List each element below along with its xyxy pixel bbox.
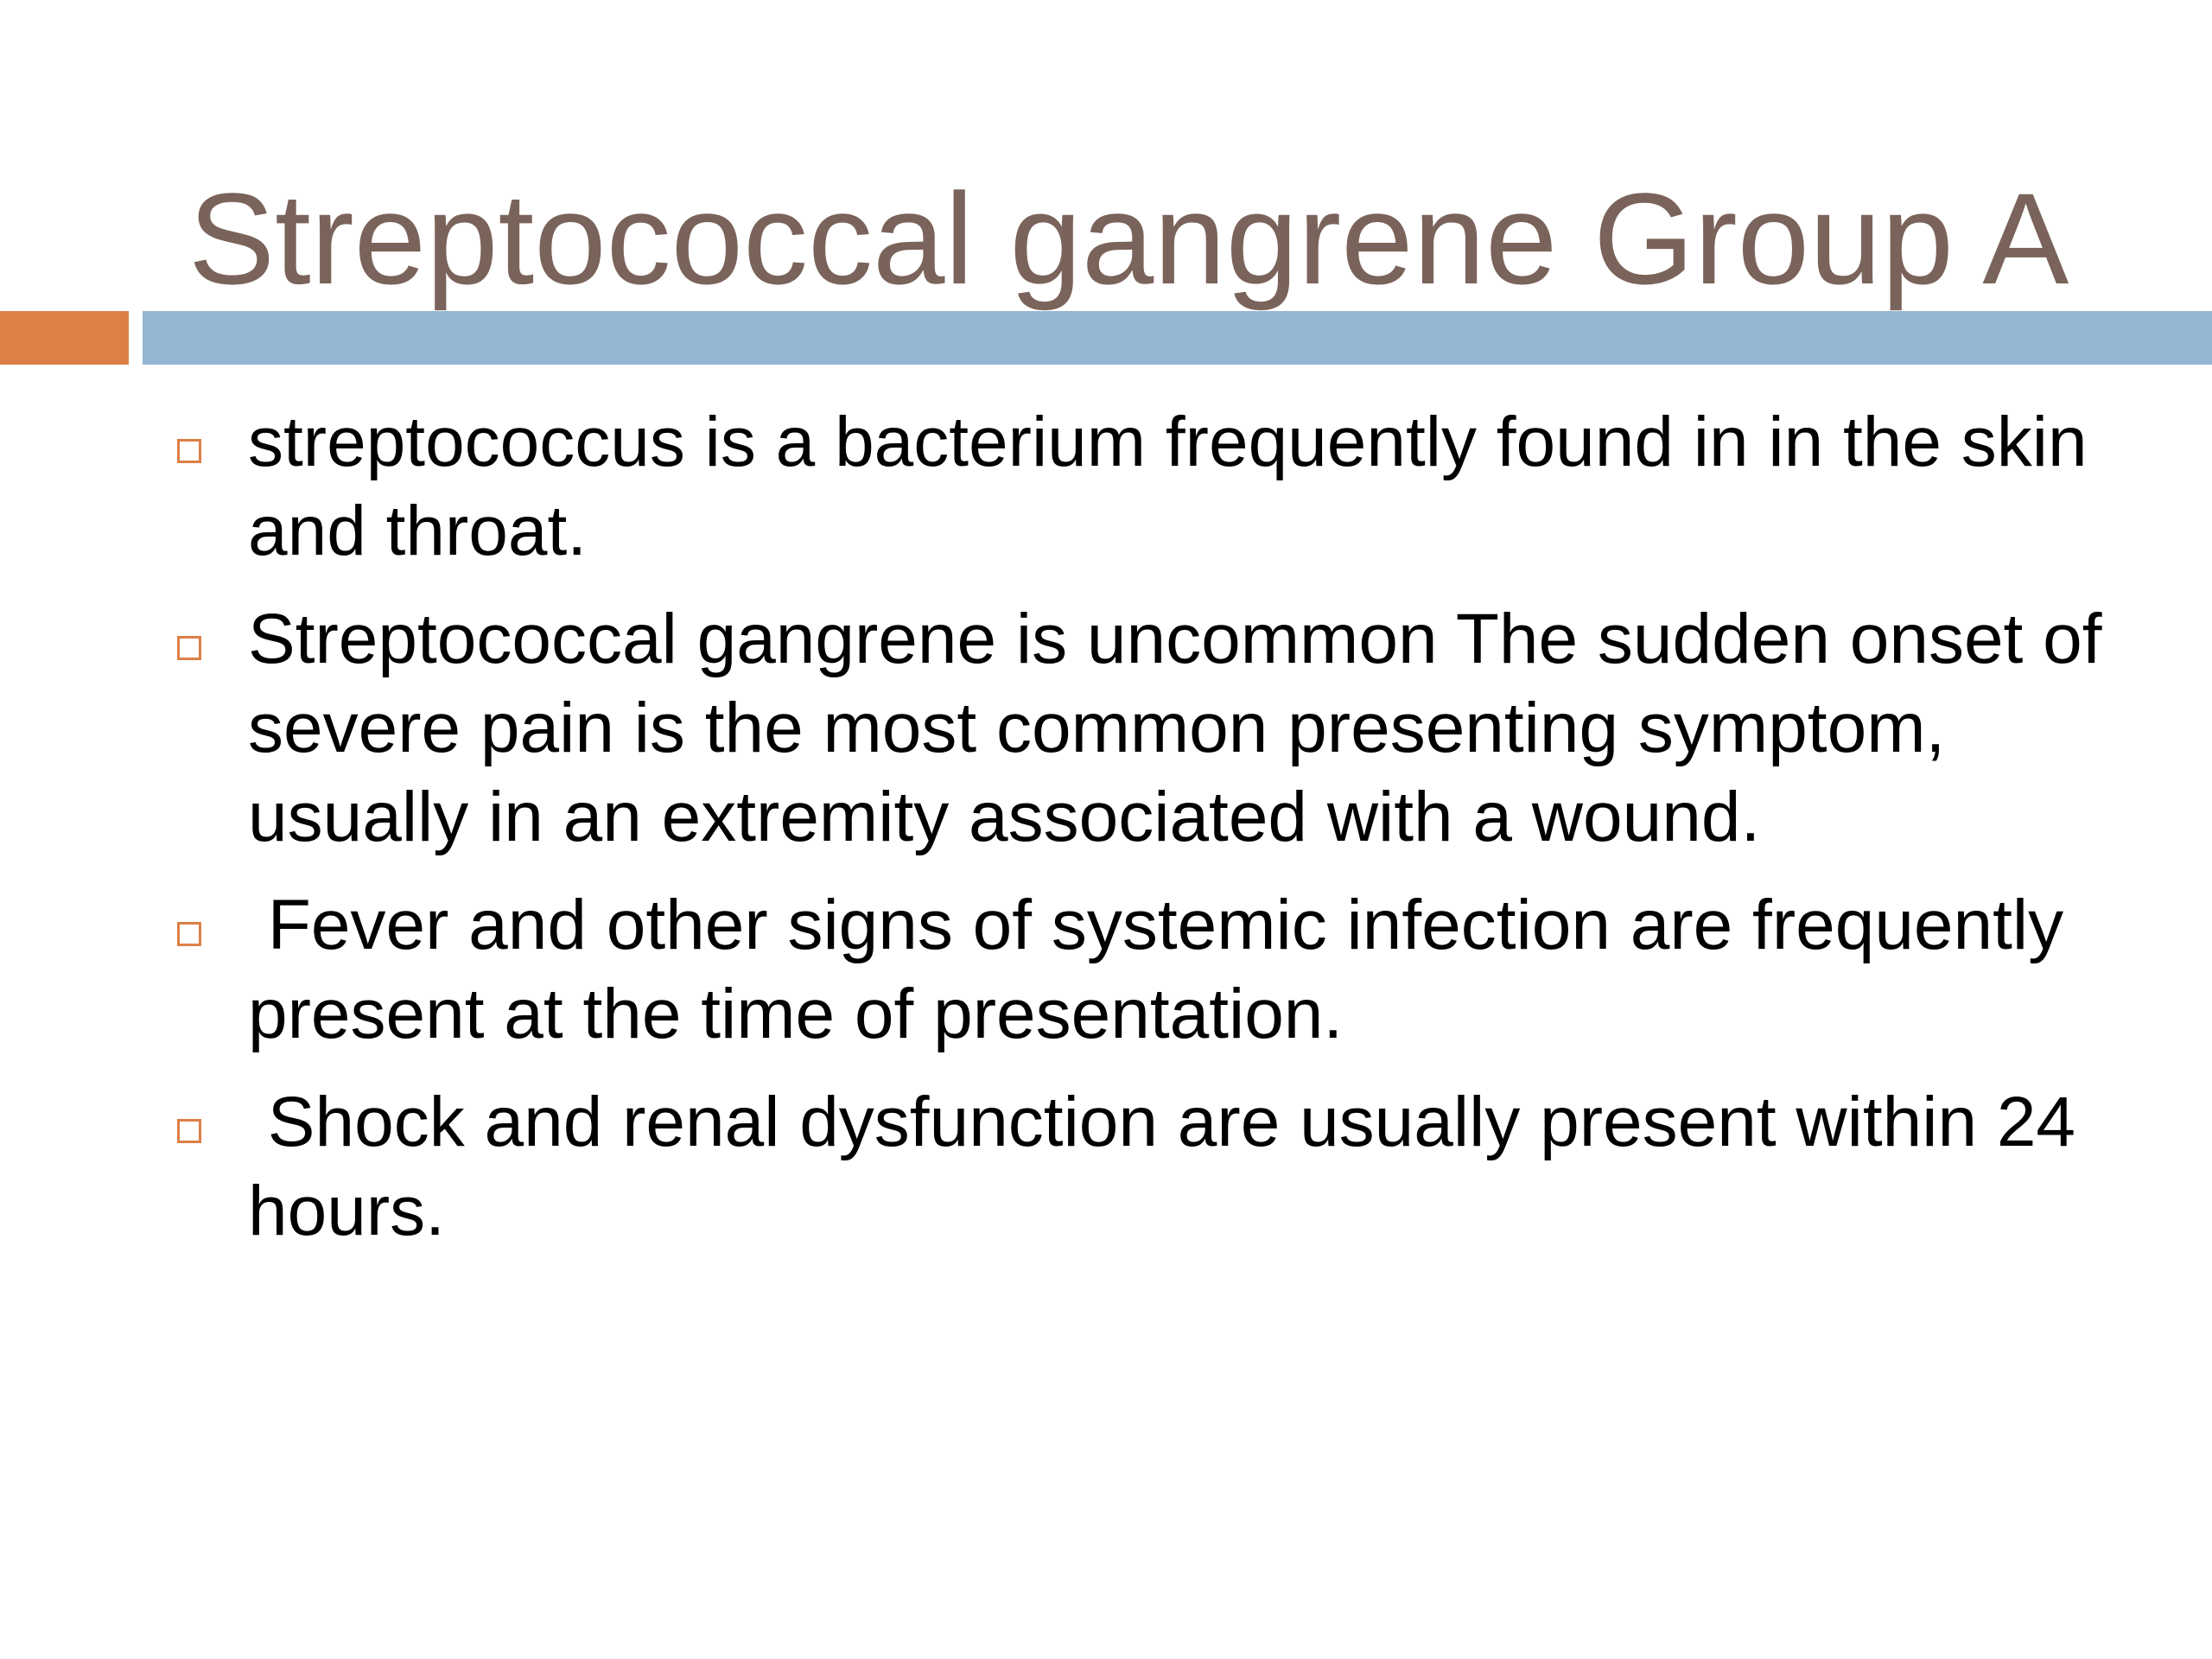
bullet-item (168, 880, 2121, 1058)
bullet-text: Shock and renal dysfunction are usually present within 24 hours. (248, 1083, 2095, 1250)
hollow-square-bullet-icon (177, 636, 201, 660)
bullet-item (168, 1077, 2121, 1255)
bullet-list (168, 397, 2121, 1274)
bullet-text: Fever and other signs of systemic infection are frequently present at the time of presentation. (248, 886, 2083, 1053)
accent-bar-orange (0, 311, 129, 365)
bullet-item (168, 594, 2121, 861)
hollow-square-bullet-icon (177, 922, 201, 946)
bullet-text: streptococcus is a bacterium frequently found in in the skin and throat. (248, 403, 2088, 570)
slide-title: Streptococcal gangrene Group A (188, 166, 2069, 311)
bullet-item (168, 397, 2121, 575)
bullet-text: Streptococcal gangrene is uncommon The sudden onset of severe pain is the most common presenting symptom, usually in an extremity associated with a wound. (248, 600, 2102, 856)
hollow-square-bullet-icon (177, 1119, 201, 1143)
hollow-square-bullet-icon (177, 439, 201, 463)
accent-bar-blue (143, 311, 2212, 365)
